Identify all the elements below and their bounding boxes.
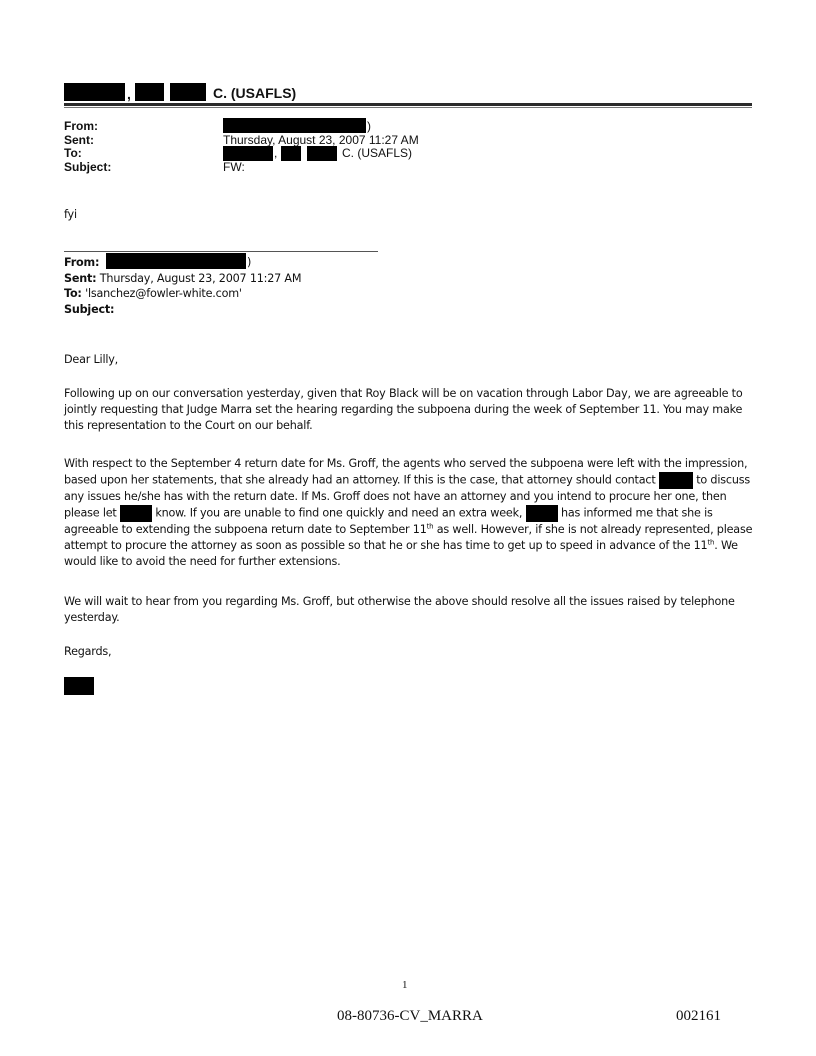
letter-greeting: Dear Lilly, bbox=[64, 353, 119, 366]
meta-subject-label: Subject: bbox=[64, 159, 112, 174]
header-name-redaction-3 bbox=[170, 83, 206, 101]
fwd-sent-label: Sent: bbox=[64, 271, 97, 285]
fwd-from-value-suffix: ) bbox=[247, 256, 252, 269]
p2-sup-1: th bbox=[426, 522, 434, 531]
p2-part-f: . We would like to avoid the need for further extensions. bbox=[64, 539, 738, 568]
p2-part-b: to discuss any issues he/she has with the return date. If Ms. Groff does not have an attorney and you intend to procure her one, then please let bbox=[64, 473, 750, 520]
meta-from-value-suffix: ) bbox=[367, 119, 371, 133]
meta-to-label: To: bbox=[64, 146, 82, 160]
fwd-sent-value: Thursday, August 23, 2007 11:27 AM bbox=[99, 271, 302, 285]
header-name-redaction-2 bbox=[135, 83, 164, 101]
meta-to-suffix: C. (USAFLS) bbox=[342, 146, 413, 160]
fwd-subject-label: Subject: bbox=[64, 302, 115, 316]
letter-closing: Regards, bbox=[64, 645, 112, 658]
header-name-suffix: C. (USAFLS) bbox=[213, 85, 297, 101]
letter-paragraph-1: Following up on our conversation yesterday, given that Roy Black will be on vacation through Labor Day, we are agreeable to jointly requesting that Judge Marra set the hearing regarding the subpoena during the week of September 11. You may make this representation to the Court on our behalf. bbox=[64, 387, 743, 432]
case-number: 08-80736-CV_MARRA bbox=[337, 1008, 483, 1024]
meta-from-label: From: bbox=[64, 119, 98, 133]
page-number: 1 bbox=[402, 979, 408, 991]
fwd-to-value: 'lsanchez@fowler-white.com' bbox=[85, 287, 242, 300]
header-name-separator: , bbox=[127, 86, 131, 102]
p2-sup-2: th bbox=[707, 538, 715, 547]
header-name-redaction-1 bbox=[64, 83, 125, 101]
meta-sent-value: Thursday, August 23, 2007 11:27 AM bbox=[223, 132, 419, 147]
letter-paragraph-2 bbox=[64, 456, 754, 570]
meta-to-separator: , bbox=[274, 146, 278, 160]
fwd-to-row bbox=[64, 286, 301, 302]
meta-to-redaction-1 bbox=[223, 146, 273, 161]
p2-part-d: has informed me that she is agreeable to extending the subpoena return date to September 11 bbox=[64, 506, 713, 536]
meta-to-redaction-3 bbox=[307, 146, 337, 161]
signature-redaction bbox=[64, 677, 94, 695]
bates-number: 002161 bbox=[676, 1008, 721, 1024]
fwd-subject-row bbox=[64, 302, 301, 318]
p2-redaction-2 bbox=[120, 505, 152, 522]
meta-to-redaction-2 bbox=[281, 146, 301, 161]
meta-sent-label: Sent: bbox=[64, 132, 94, 147]
letter-paragraph-3: We will wait to hear from you regarding Ms. Groff, but otherwise the above should resolve all the issues raised by telephone yesterday. bbox=[64, 595, 735, 624]
fwd-from-label: From: bbox=[64, 256, 100, 269]
fwd-from-redaction bbox=[106, 253, 246, 269]
p2-part-e: as well. However, if she is not already represented, please attempt to procure the attorney as soon as possible so that he or she has time to get up to speed in advance of the 11 bbox=[64, 523, 753, 552]
meta-from-redaction bbox=[223, 118, 366, 133]
forward-note: fyi bbox=[64, 208, 77, 221]
p2-redaction-3 bbox=[526, 505, 558, 522]
p2-part-a: With respect to the September 4 return date for Ms. Groff, the agents who served the subpoena were left with the impression, based upon her statements, that she already had an attorney. If this is the case, that attorney should contact bbox=[64, 457, 748, 487]
fwd-to-label: To: bbox=[64, 287, 82, 300]
p2-part-c: know. If you are unable to find one quickly and need an extra week, bbox=[155, 506, 523, 520]
fwd-sent-row bbox=[64, 271, 301, 287]
header-rule bbox=[64, 103, 752, 106]
p2-redaction-1 bbox=[659, 472, 693, 489]
header-rule-thin bbox=[64, 107, 752, 108]
meta-subject-value: FW: bbox=[223, 159, 245, 174]
meta-labels bbox=[64, 120, 111, 174]
forward-divider bbox=[64, 251, 378, 252]
